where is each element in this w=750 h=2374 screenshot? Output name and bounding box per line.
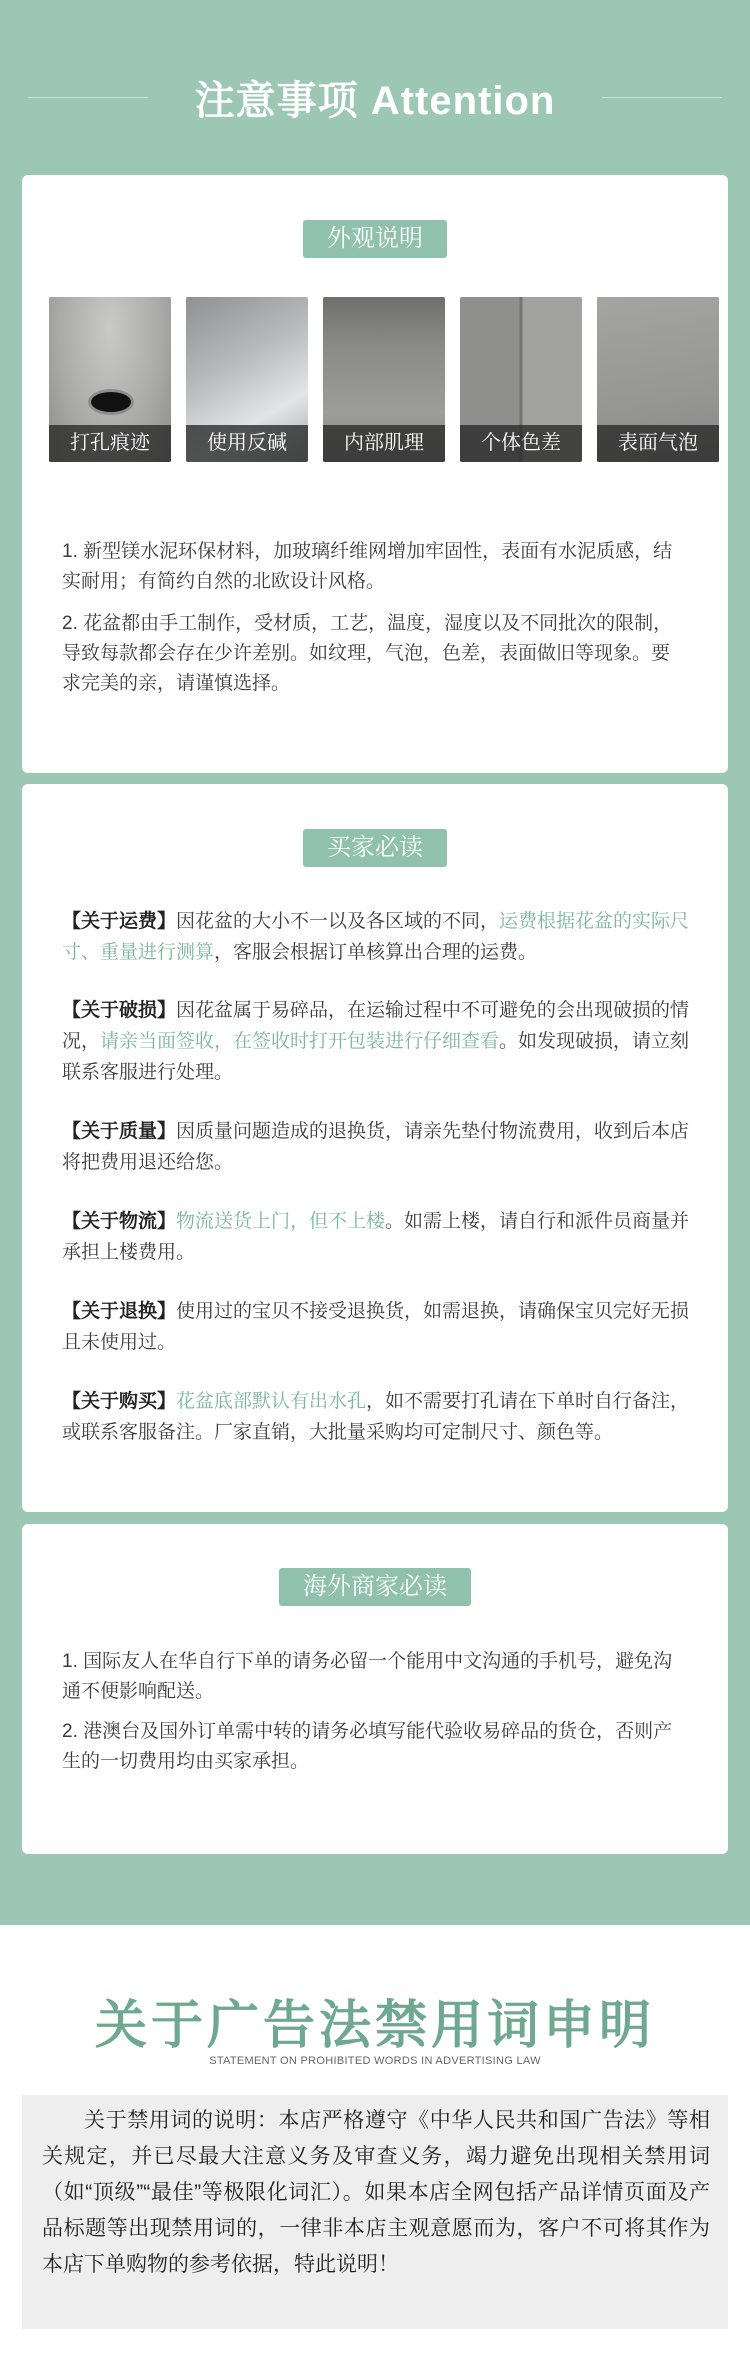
photo-caption: 表面气泡 xyxy=(597,425,719,462)
buyer-title: 买家必读 xyxy=(303,829,447,867)
ad-law-statement xyxy=(0,1925,750,2374)
photo-efflorescence xyxy=(186,297,308,462)
overseas-paragraph-1: 1. 国际友人在华自行下单的请务必留一个能用中文沟通的手机号，避免沟通不便影响配送。 xyxy=(62,1651,673,1702)
appearance-photos xyxy=(49,297,719,462)
item-text: 使用过的宝贝不接受退换货，如需退换，请确保宝贝完好无损且未使用过。 xyxy=(62,1301,690,1353)
item-text: ，客服会根据订单核算出合理的运费。 xyxy=(214,942,538,963)
header-divider-left xyxy=(28,97,148,98)
statement-title: 关于广告法禁用词申明 xyxy=(94,1997,655,2055)
appearance-card xyxy=(22,175,728,773)
photo-inner-texture xyxy=(323,297,445,462)
buyer-item-purchase xyxy=(62,1386,692,1448)
header-divider-right xyxy=(602,97,722,98)
buyer-card xyxy=(22,784,728,1512)
item-key: 【关于质量】 xyxy=(62,1121,177,1142)
item-highlight: 物流送货上门，但不上楼 xyxy=(176,1211,386,1232)
appearance-paragraph-1: 1. 新型镁水泥环保材料，加玻璃纤维网增加牢固性，表面有水泥质感，结实耐用；有简约自然的北欧设计风格。 xyxy=(62,541,673,592)
drill-hole-mark xyxy=(91,392,131,412)
overseas-title: 海外商家必读 xyxy=(279,1568,471,1606)
statement-body: 关于禁用词的说明：本店严格遵守《中华人民共和国广告法》等相关规定，并已尽最大注意义务及审查义务，竭力避免出现相关禁用词（如“顶级”“最佳”等极限化词汇）。如果本店全网包括产品详情页面及产品标题等出现禁用词的，一律非本店主观意愿而为，客户不可将其作为本店下单购物的参考依据，特此说明！ xyxy=(42,2109,710,2276)
photo-caption: 内部肌理 xyxy=(323,425,445,462)
buyer-item-damage xyxy=(62,995,692,1088)
buyer-item-shipping xyxy=(62,906,692,968)
photo-caption: 打孔痕迹 xyxy=(49,425,171,462)
photo-drill-hole xyxy=(49,297,171,462)
statement-box xyxy=(22,2095,728,2329)
item-highlight: 请亲当面签收，在签收时打开包装进行仔细查看 xyxy=(100,1031,500,1052)
item-text: 因质量问题造成的退换货，请亲先垫付物流费用，收到后本店将把费用退还给您。 xyxy=(62,1121,690,1173)
item-key: 【关于运费】 xyxy=(62,911,177,932)
photo-surface-bubbles xyxy=(597,297,719,462)
item-key: 【关于物流】 xyxy=(62,1211,177,1232)
attention-header xyxy=(0,62,750,132)
item-text: 因花盆属于易碎品，在运输过程中不可避免的会出现破损的情况， xyxy=(62,1000,690,1052)
item-key: 【关于退换】 xyxy=(62,1301,177,1322)
page-title: 注意事项 Attention xyxy=(194,78,556,123)
photo-caption: 个体色差 xyxy=(460,425,582,462)
overseas-card xyxy=(22,1524,728,1854)
item-text: 。如需上楼，请自行和派件员商量并承担上楼费用。 xyxy=(62,1211,690,1263)
overseas-paragraph-2: 2. 港澳台及国外订单需中转的请务必填写能代验收易碎品的货仓，否则产生的一切费用均由买家承担。 xyxy=(62,1721,673,1772)
item-highlight: 花盆底部默认有出水孔 xyxy=(176,1391,367,1412)
item-key: 【关于破损】 xyxy=(62,1000,177,1021)
item-highlight: 运费根据花盆的实际尺寸、重量进行测算 xyxy=(62,911,690,963)
buyer-item-quality xyxy=(62,1116,692,1178)
item-text: 因花盆的大小不一以及各区域的不同， xyxy=(176,911,500,932)
item-text: ，如不需要打孔请在下单时自行备注，或联系客服备注。厂家直销，大批量采购均可定制尺寸、颜色等。 xyxy=(62,1391,690,1443)
appearance-title: 外观说明 xyxy=(303,220,447,258)
item-text: 。如发现破损，请立刻联系客服进行处理。 xyxy=(62,1031,690,1083)
statement-subtitle: STATEMENT ON PROHIBITED WORDS IN ADVERTISING LAW xyxy=(209,2055,541,2067)
item-key: 【关于购买】 xyxy=(62,1391,177,1412)
buyer-item-logistics xyxy=(62,1206,692,1268)
buyer-item-returns xyxy=(62,1296,692,1358)
appearance-paragraph-2: 2. 花盆都由手工制作，受材质，工艺，温度，湿度以及不同批次的限制，导致每款都会存在少许差别。如纹理，气泡，色差，表面做旧等现象。要求完美的亲，请谨慎选择。 xyxy=(62,613,673,694)
photo-caption: 使用反碱 xyxy=(186,425,308,462)
photo-color-difference xyxy=(460,297,582,462)
